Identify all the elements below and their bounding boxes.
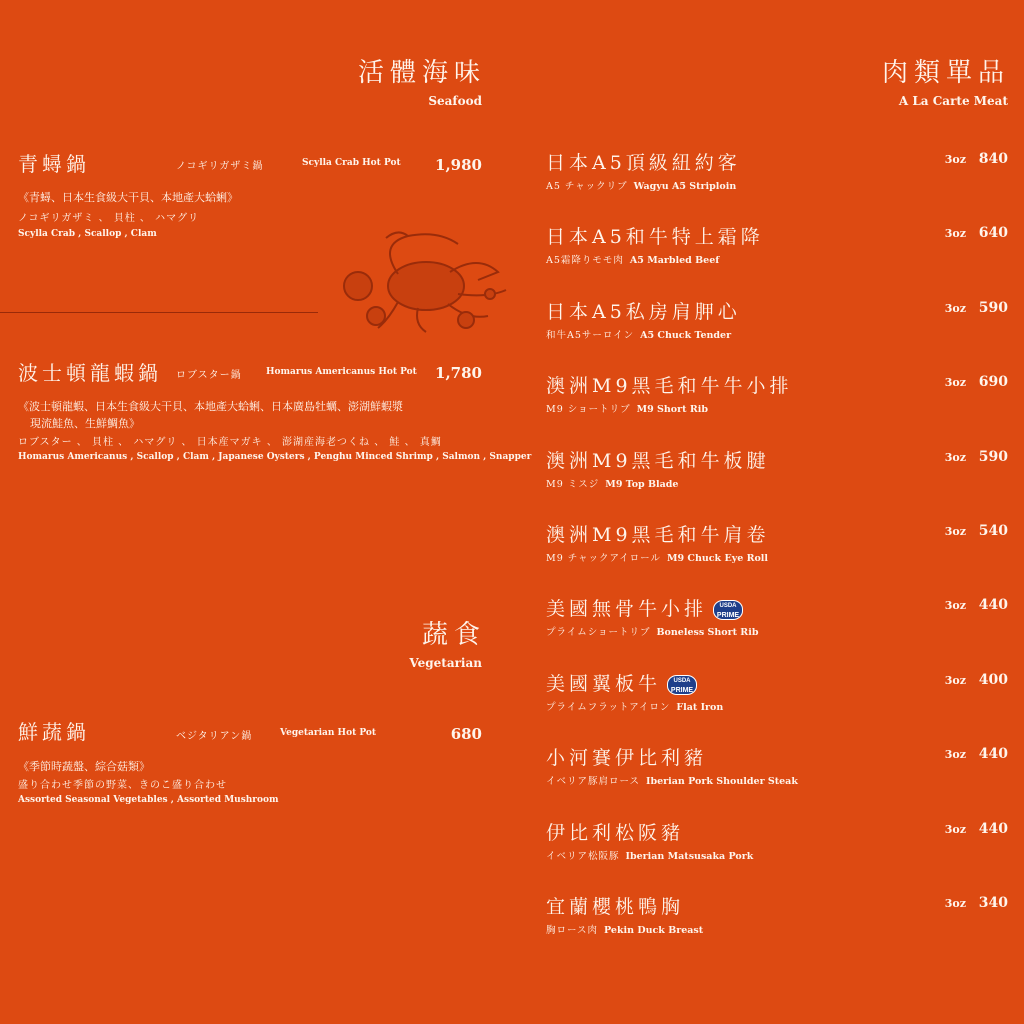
crab-hotpot-name-en: Scylla Crab Hot Pot (302, 158, 401, 168)
meat-item-name-zh (546, 297, 741, 324)
usda-prime-badge-icon (713, 600, 743, 620)
veg-hotpot-name-jp: ベジタリアン鍋 (176, 731, 253, 742)
meat-item-name-jp: A5霜降りモモ肉 (546, 255, 624, 267)
crab-hotpot-desc-zh: 《青蟳、日本生食級大干貝、本地產大蛤蜊》 (18, 191, 238, 204)
meat-item-subtitle (546, 848, 753, 862)
meat-item-name-zh (546, 148, 741, 175)
veg-hotpot-desc-en: Assorted Seasonal Vegetables , Assorted Mushroom (18, 795, 279, 805)
meat-item-subtitle (546, 327, 731, 341)
meat-item (546, 669, 1008, 729)
meat-item-price: 840 (978, 151, 1008, 167)
meat-subtitle: A La Carte Meat (898, 94, 1008, 108)
meat-item-price: 440 (978, 820, 1008, 837)
crab-illustration (338, 224, 518, 344)
meat-item-name-zh-text: 澳洲M9黑毛和牛肩卷 (546, 524, 770, 546)
meat-item-name-zh (546, 222, 764, 249)
meat-item-name-zh (546, 594, 743, 621)
meat-item-name-en: Iberian Matsusaka Pork (625, 850, 754, 862)
crab-hotpot-name-zh: 青蟳鍋 (18, 152, 90, 176)
meat-item-price: 400 (978, 671, 1008, 688)
veg-hotpot-desc-zh: 《季節時蔬盤、綜合菇類》 (18, 760, 150, 773)
usda-badge-top-text: USDA (673, 677, 691, 684)
meat-item-name-en: M9 Short Rib (636, 404, 708, 416)
meat-item-name-zh-text: 日本A5頂級紐約客 (546, 152, 741, 174)
meat-item-subtitle (546, 922, 703, 936)
meat-item (546, 818, 1008, 878)
meat-item-name-zh-text: 宜蘭櫻桃鴨胸 (546, 896, 685, 918)
meat-item-name-zh (546, 743, 707, 770)
meat-item-name-jp: 和牛A5サーロイン (546, 329, 635, 341)
meat-item-name-zh (546, 669, 697, 696)
meat-item-name-zh (546, 371, 793, 398)
meat-item (546, 743, 1008, 803)
vegetarian-subtitle: Vegetarian (409, 656, 482, 670)
lobster-hotpot-desc-jp: ロブスター 、 貝柱 、 ハマグリ 、 日本産マガキ 、 澎湖産海老つくね 、 鮭 、 真鯛 (18, 437, 442, 448)
meat-item-price: 690 (978, 374, 1008, 391)
meat-item (546, 222, 1008, 282)
meat-item-name-zh-text: 小河賽伊比利豬 (546, 747, 708, 770)
meat-item (546, 892, 1008, 952)
veg-hotpot-name-zh: 鮮蔬鍋 (18, 720, 90, 744)
meat-item-name-jp: イベリア豚肩ロース (546, 776, 641, 788)
meat-item-subtitle (546, 773, 798, 787)
meat-item-portion: 3oz (944, 599, 966, 613)
crab-hotpot-price: 1,980 (435, 156, 482, 174)
crab-hotpot-desc-en: Scylla Crab , Scallop , Clam (18, 229, 157, 239)
meat-item-name-jp: プライムショートリブ (546, 627, 651, 639)
meat-item-name-jp: M9 ショートリブ (546, 404, 631, 416)
meat-item-price: 440 (978, 746, 1008, 763)
lobster-hotpot-price: 1,780 (435, 364, 482, 382)
meat-item-name-jp: M9 チャックアイロール (546, 553, 661, 564)
crab-hotpot-desc-jp: ノコギリガザミ 、 貝柱 、 ハマグリ (18, 213, 200, 224)
meat-item-name-en: Wagyu A5 Striploin (633, 181, 737, 192)
veg-hotpot-name-en: Vegetarian Hot Pot (280, 728, 377, 738)
meat-item-name-jp: A5 チャックリブ (546, 181, 628, 192)
meat-item-price: 590 (978, 448, 1008, 465)
veg-hotpot-price: 680 (450, 725, 482, 743)
lobster-hotpot-desc-zh-2: 現流鮭魚、生鮮鯛魚》 (30, 417, 140, 430)
section-divider (0, 312, 318, 313)
meat-item-subtitle (546, 252, 719, 266)
vegetarian-title: 蔬食 (421, 620, 486, 650)
meat-item (546, 520, 1008, 580)
meat-item-subtitle (546, 699, 723, 713)
meat-item-name-en: M9 Top Blade (605, 478, 679, 490)
lobster-hotpot-name-zh: 波士頓龍蝦鍋 (18, 361, 162, 385)
meat-item-portion: 3oz (944, 376, 966, 390)
usda-prime-badge-icon (667, 675, 697, 695)
lobster-hotpot-desc-en: Homarus Americanus , Scallop , Clam , Japanese Oysters , Penghu Minced Shrimp , Salmon , Snapper (18, 452, 532, 462)
veg-hotpot-desc-jp: 盛り合わせ季節の野菜、きのこ盛り合わせ (18, 780, 227, 791)
seafood-subtitle: Seafood (428, 94, 482, 108)
meat-item-name-zh-text: 日本A5私房肩胛心 (546, 300, 741, 323)
crab-hotpot-name-jp: ノコギリガザミ鍋 (176, 161, 264, 172)
meat-item-name-en: Pekin Duck Breast (604, 925, 704, 936)
meat-item-subtitle (546, 624, 758, 638)
seafood-title: 活體海味 (357, 58, 486, 88)
meat-item-name-zh (546, 818, 684, 845)
meat-item-name-en: Flat Iron (676, 701, 724, 713)
usda-badge-bottom-text: PRIME (716, 612, 740, 620)
meat-item-name-zh-text: 美國無骨牛小排 (546, 598, 708, 621)
meat-item-name-en: M9 Chuck Eye Roll (666, 553, 769, 564)
meat-item (546, 594, 1008, 654)
lobster-hotpot-name-jp: ロブスター鍋 (176, 370, 242, 381)
meat-item (546, 371, 1008, 431)
meat-item-name-jp: M9 ミスジ (546, 478, 600, 490)
meat-item-name-jp: イベリア松阪豚 (546, 850, 620, 862)
meat-item-name-zh-text: 伊比利松阪豬 (546, 821, 685, 844)
meat-item-portion: 3oz (944, 450, 966, 464)
meat-item-price: 540 (978, 523, 1008, 539)
meat-item-name-zh (546, 892, 684, 919)
meat-item-subtitle (546, 550, 768, 564)
meat-item-price: 440 (978, 597, 1008, 614)
meat-item-price: 340 (978, 895, 1008, 911)
meat-title: 肉類單品 (881, 58, 1010, 88)
lobster-hotpot-name-en: Homarus Americanus Hot Pot (266, 367, 417, 377)
meat-item-name-zh-text: 日本A5和牛特上霜降 (546, 226, 764, 249)
meat-item (546, 446, 1008, 506)
meat-item-portion: 3oz (944, 227, 966, 241)
usda-badge-bottom-text: PRIME (670, 686, 694, 694)
meat-item-subtitle (546, 401, 708, 415)
meat-item-name-zh-text: 澳洲M9黑毛和牛板腱 (546, 449, 770, 472)
meat-item-subtitle (546, 476, 678, 490)
meat-item (546, 148, 1008, 208)
lobster-hotpot-desc-zh-1: 《波士頓龍蝦、日本生食級大干貝、本地產大蛤蜊、日本廣島牡蠣、澎湖鮮蝦漿 (18, 400, 403, 413)
meat-item-name-zh-text: 澳洲M9黑毛和牛牛小排 (546, 375, 793, 398)
meat-item-name-en: A5 Chuck Tender (640, 329, 732, 341)
meat-item-portion: 3oz (944, 525, 966, 538)
meat-item-name-zh (546, 520, 770, 547)
meat-item-subtitle (546, 178, 736, 192)
meat-item-name-en: Iberian Pork Shoulder Steak (646, 776, 798, 788)
meat-item-portion: 3oz (944, 748, 966, 762)
meat-item-portion: 3oz (944, 301, 966, 315)
meat-item-portion: 3oz (944, 153, 966, 166)
meat-item-portion: 3oz (944, 897, 966, 910)
usda-badge-top-text: USDA (719, 603, 737, 610)
meat-item-name-zh-text: 美國翼板牛 (546, 672, 662, 695)
meat-item (546, 297, 1008, 357)
meat-item-price: 640 (978, 225, 1008, 242)
meat-item-name-zh (546, 446, 770, 473)
meat-item-price: 590 (978, 299, 1008, 316)
meat-item-name-jp: 胸ロース肉 (546, 925, 599, 936)
meat-item-name-en: A5 Marbled Beef (629, 255, 720, 267)
meat-item-portion: 3oz (944, 822, 966, 836)
meat-item-name-en: Boneless Short Rib (656, 627, 759, 639)
meat-item-name-jp: プライムフラットアイロン (546, 701, 671, 713)
meat-item-portion: 3oz (944, 673, 966, 687)
